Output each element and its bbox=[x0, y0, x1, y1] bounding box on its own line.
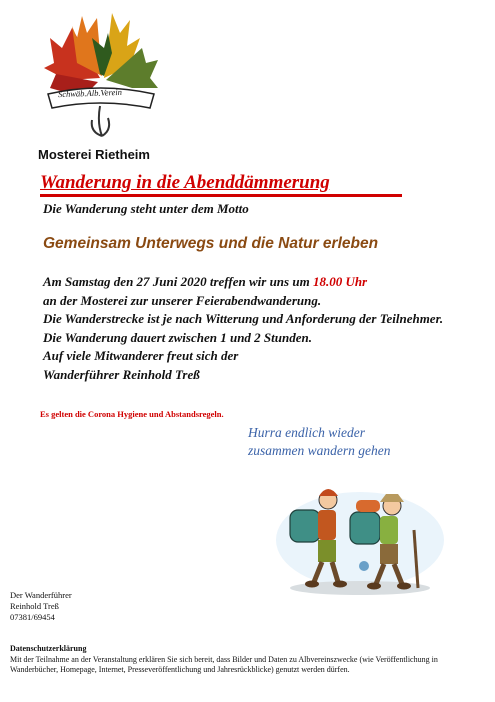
hurra-line-2: zusammen wandern gehen bbox=[248, 443, 391, 458]
hikers-illustration bbox=[268, 470, 448, 600]
footer-contact bbox=[10, 590, 72, 623]
logo-ribbon-text: Schwäb.Alb.Verein bbox=[57, 86, 123, 100]
motto: Gemeinsam Unterwegs und die Natur erleben bbox=[43, 235, 379, 252]
event-line-1 bbox=[43, 273, 463, 292]
event-line-6: Wanderführer Reinhold Treß bbox=[43, 366, 200, 382]
title-underline bbox=[40, 194, 402, 197]
page-title: Wanderung in die Abenddämmerung bbox=[40, 172, 330, 193]
event-line-5: Auf viele Mitwanderer freut sich der bbox=[43, 348, 239, 363]
event-date-text: Am Samstag den 27 Juni 2020 treffen wir uns um bbox=[43, 274, 313, 289]
hurra-line-1: Hurra endlich wieder bbox=[248, 425, 365, 440]
privacy-title: Datenschutzerklärung bbox=[10, 644, 87, 653]
oak-leaves-logo bbox=[42, 8, 160, 143]
footer-phone: 07381/69454 bbox=[10, 612, 55, 622]
event-description bbox=[43, 273, 463, 384]
org-name: Mosterei Rietheim bbox=[38, 147, 150, 162]
footer-role: Der Wanderführer bbox=[10, 590, 72, 600]
corona-notice: Es gelten die Corona Hygiene und Abstandsregeln. bbox=[40, 409, 224, 419]
hurra-text bbox=[248, 424, 390, 460]
privacy-text: Mit der Teilnahme an der Veranstaltung erklären Sie sich bereit, dass Bilder und Daten zu Albvereinszwecke (wie Veröffentlichung in Wanderbücher, Homepage, Internet, Presseveröffentlichung und Jahresrückblicke) genutzt werden dürfen. bbox=[10, 654, 438, 674]
motto-intro: Die Wanderung steht unter dem Motto bbox=[43, 201, 249, 216]
event-time: 18.00 Uhr bbox=[312, 274, 368, 289]
footer-name: Reinhold Treß bbox=[10, 601, 59, 611]
privacy-notice bbox=[10, 644, 470, 676]
event-line-3: Die Wanderstrecke ist je nach Witterung und Anforderung der Teilnehmer. bbox=[43, 311, 444, 326]
event-line-4: Die Wanderung dauert zwischen 1 und 2 Stunden. bbox=[43, 329, 312, 345]
event-line-2: an der Mosterei zur unserer Feierabendwanderung. bbox=[43, 292, 322, 308]
